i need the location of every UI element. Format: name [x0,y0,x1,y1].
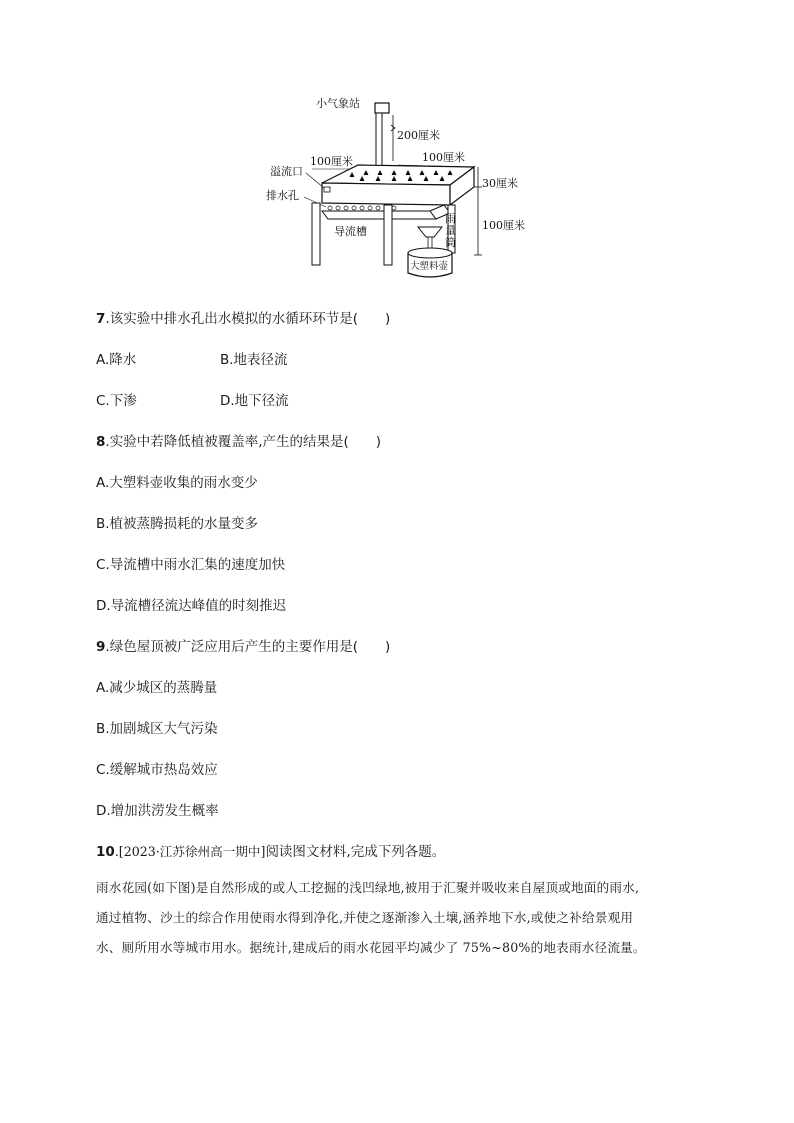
gauge-tube [428,237,432,249]
label-overflow: 溢流口 [270,165,303,178]
q8-option-d: D.导流槽径流达峰值的时刻推迟 [96,598,287,614]
label-gauge-3: 筒 [445,236,456,249]
overflow-outlet [324,187,330,192]
question-10-number: 10 [96,844,115,860]
q7-option-a: A.降水 [96,352,137,368]
q9-option-a: A.减少城区的蒸腾量 [96,680,218,696]
label-weather-station: 小气象站 [316,97,360,110]
label-100cm-height: 100厘米 [482,219,525,232]
label-200cm: 200厘米 [397,129,440,142]
question-10-stem [96,840,445,860]
question-7-text: .该实验中排水孔出水模拟的水循环环节是( ) [105,311,391,327]
q8-option-b: B.植被蒸腾损耗的水量变多 [96,516,259,532]
label-guide-channel: 导流槽 [334,225,367,238]
label-bucket: 大塑料壶 [410,261,449,272]
question-8-text: .实验中若降低植被覆盖率,产生的结果是( ) [105,434,382,450]
q7-option-d: D.地下径流 [220,393,289,409]
q9-option-b: B.加剧城区大气污染 [96,721,218,737]
q7-option-b: B.地表径流 [220,352,288,368]
q9-option-d: D.增加洪涝发生概率 [96,803,219,819]
question-7-stem [96,307,390,327]
material-line-1: 雨水花园(如下图)是自然形成的或人工挖掘的浅凹绿地,被用于汇聚并吸收来自屋顶或地面的雨水, [96,880,640,895]
station-pole [376,113,382,173]
question-7-number: 7 [96,311,106,327]
label-gauge-1: 雨 [445,212,456,225]
leg-front-left [312,203,320,265]
question-8-stem [96,430,381,450]
apparatus-drawing [266,95,540,285]
material-line-2: 通过植物、沙土的综合作用使雨水得到净化,并使之逐渐渗入土壤,涵养地下水,或使之补给景观用 [96,910,634,925]
weather-station-box [375,103,389,113]
q9-option-c: C.缓解城市热岛效应 [96,762,218,778]
bucket-rim [408,248,452,258]
tray-front [322,183,450,205]
label-right-100cm: 100厘米 [422,151,465,164]
q8-option-c: C.导流槽中雨水汇集的速度加快 [96,557,286,573]
question-10-text: 阅读图文材料,完成下列各题。 [265,844,446,860]
question-10-source: .[2023·江苏徐州高一期中] [114,844,266,859]
question-9-number: 9 [96,639,106,655]
question-8-number: 8 [96,434,106,450]
material-line-3: 水、厕所用水等城市用水。据统计,建成后的雨水花园平均减少了 75%~80%的地表雨水径流量。 [96,940,646,955]
reading-material [96,873,716,963]
gauge-funnel [418,227,442,237]
q7-option-c: C.下渗 [96,393,137,409]
label-drain: 排水孔 [266,189,299,202]
experiment-diagram [266,95,540,285]
guide-channel [322,211,436,219]
label-30cm: 30厘米 [482,177,518,190]
question-9-stem [96,635,390,655]
question-9-text: .绿色屋顶被广泛应用后产生的主要作用是( ) [105,639,391,655]
q8-option-a: A.大塑料壶收集的雨水变少 [96,475,258,491]
leg-front-right [384,205,392,265]
leader-overflow [306,173,324,188]
label-left-100cm: 100厘米 [310,155,353,168]
label-gauge-2: 量 [445,224,456,237]
